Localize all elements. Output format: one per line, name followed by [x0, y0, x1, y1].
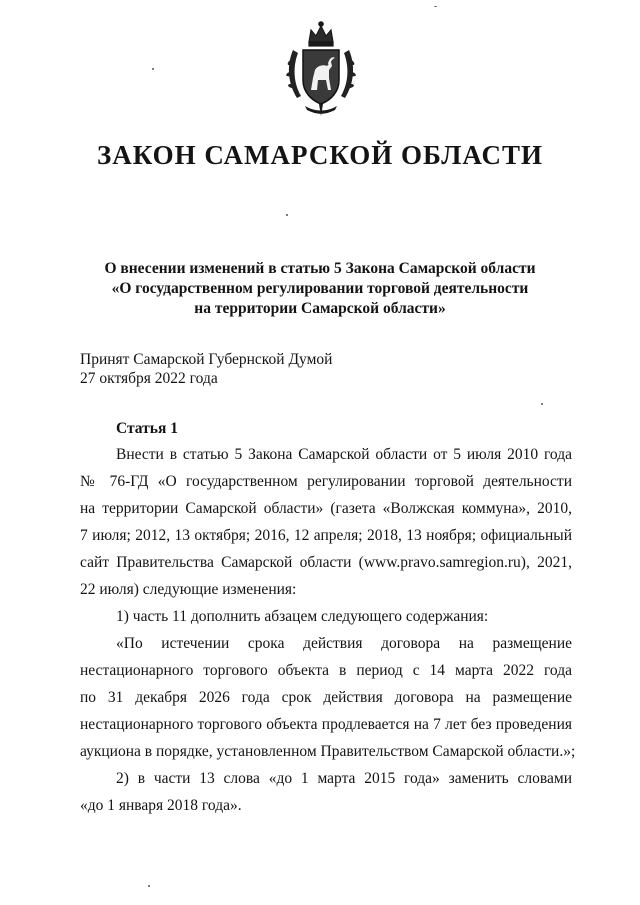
body-line: сайт Правительства Самарской области (www.pravo.samregion.ru), 2021, [80, 554, 572, 571]
scan-speck [541, 403, 543, 405]
adoption-note [80, 350, 332, 388]
quote-line: нестационарного торгового объекта продлевается на 7 лет без проведения [80, 716, 572, 733]
law-title: ЗАКОН САМАРСКОЙ ОБЛАСТИ [97, 140, 543, 170]
scan-speck [148, 885, 150, 887]
subject-line: «О государственном регулировании торговой деятельности [111, 280, 529, 297]
body-line: 7 июля; 2012, 13 октября; 2016, 12 апреля; 2018, 13 ноября; официальный [80, 527, 572, 544]
body-line: Внести в статью 5 Закона Самарской области от 5 июля 2010 года [116, 446, 572, 463]
article-heading: Статья 1 [116, 420, 178, 437]
quote-line: по 31 декабря 2026 года срок действия договора на размещение [80, 689, 572, 706]
subject-line: на территории Самарской области» [194, 300, 446, 317]
scan-speck [286, 214, 288, 216]
adoption-date: 27 октября 2022 года [80, 370, 218, 387]
adoption-line: Принят Самарской Губернской Думой [80, 351, 333, 368]
amendment-item: 2) в части 13 слова «до 1 марта 2015 года» заменить словами [116, 770, 572, 787]
body-line: № 76-ГД «О государственном регулировании торговой деятельности [80, 473, 572, 490]
quote-line: «По истечении срока действия договора на размещение [116, 635, 572, 652]
law-subject [60, 259, 580, 319]
amendment-item: 1) часть 11 дополнить абзацем следующего содержания: [116, 608, 489, 625]
scan-speck [152, 68, 154, 70]
amendment-item: «до 1 января 2018 года». [80, 797, 242, 814]
quote-line: аукциона в порядке, установленном Правительством Самарской области.»; [80, 743, 576, 760]
quote-line: нестационарного торгового объекта в период с 14 марта 2022 года [80, 662, 572, 679]
scan-speck [434, 6, 437, 7]
body-line: 22 июля) следующие изменения: [80, 581, 297, 598]
body-line: на территории Самарской области» (газета «Волжская коммуна», 2010, [80, 500, 572, 517]
subject-line: О внесении изменений в статью 5 Закона Самарской области [104, 260, 536, 277]
samara-coat-of-arms-icon [279, 20, 363, 116]
article-body [80, 441, 576, 819]
